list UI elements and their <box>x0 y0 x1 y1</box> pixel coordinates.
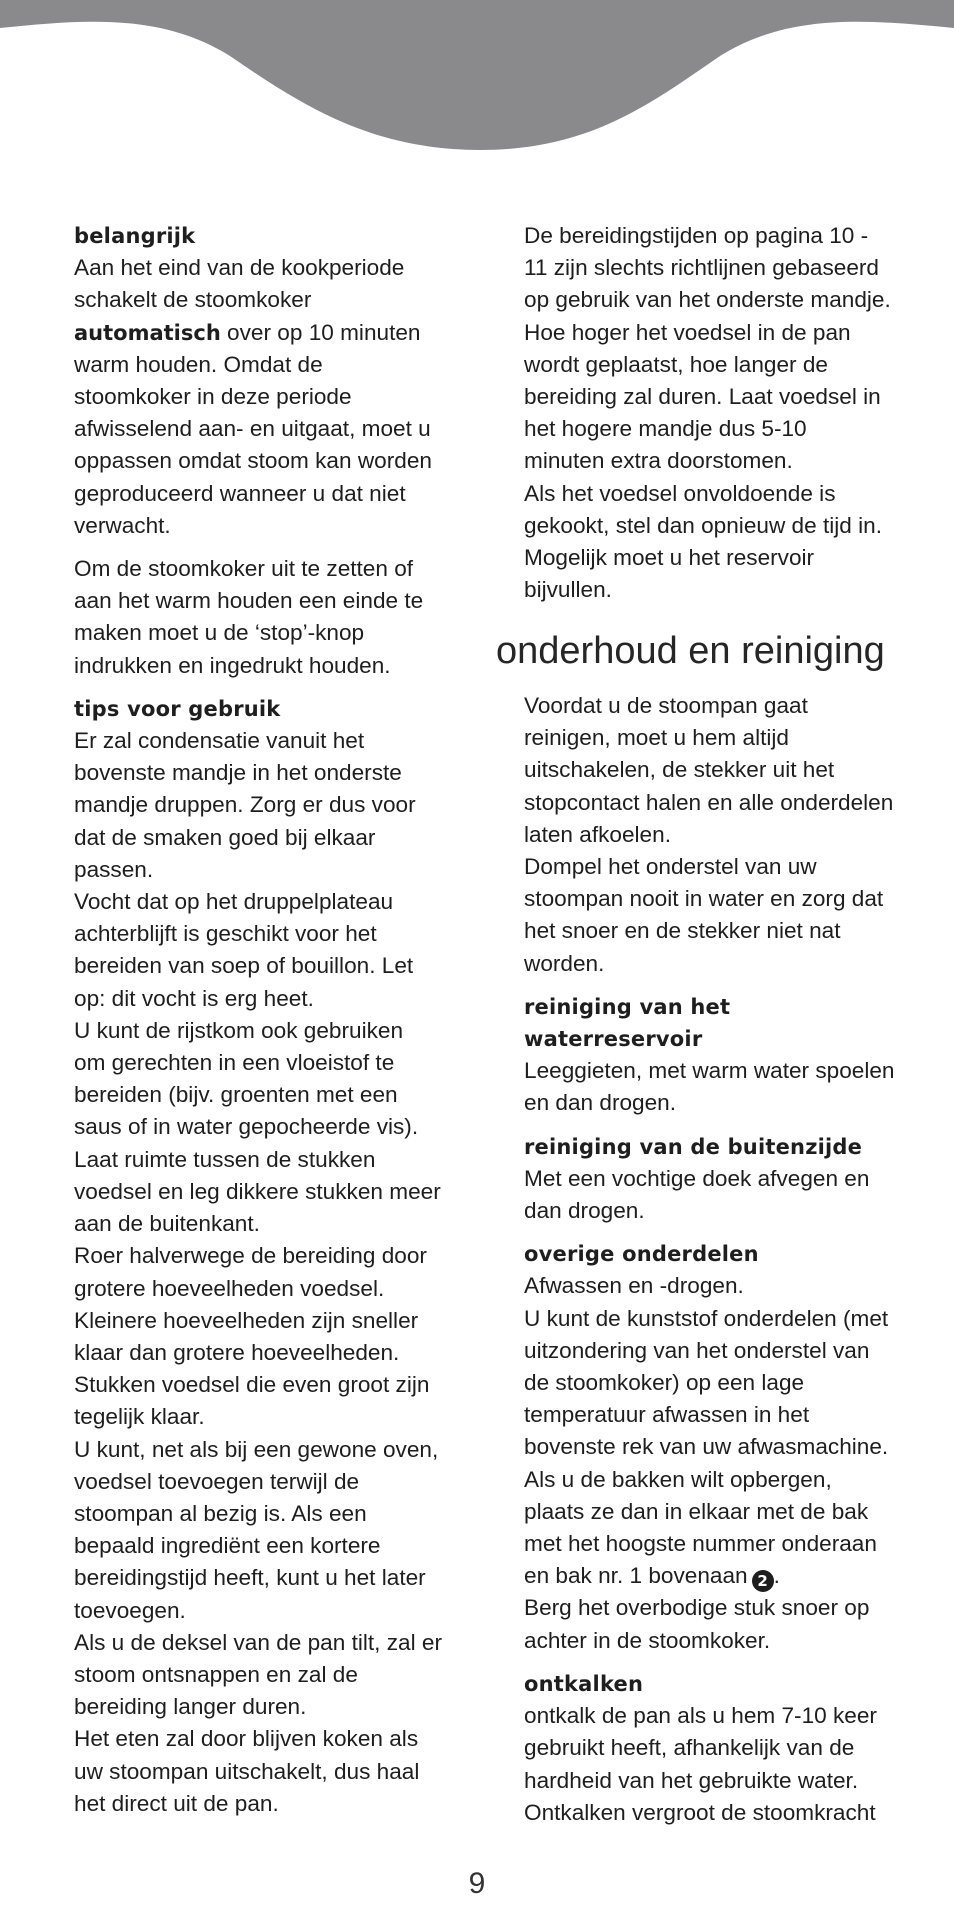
text-line: wordt geplaatst, hoe langer de <box>524 351 828 377</box>
bold-automatisch: automatisch <box>74 320 221 345</box>
text-line: en dan drogen. <box>524 1090 677 1116</box>
heading-exterior: reiniging van de buitenzijde <box>524 1134 863 1159</box>
text-line: Het eten zal door blijven koken als <box>74 1726 419 1752</box>
text-line: minuten extra doorstomen. <box>524 448 793 474</box>
text-line: bereiden (bijv. groenten met een <box>74 1082 398 1108</box>
text-line: gekookt, stel dan opnieuw de tijd in. <box>524 512 882 538</box>
text-line <box>74 317 474 349</box>
text-line: Als u de deksel van de pan tilt, zal er <box>74 1629 442 1655</box>
text-line: voedsel en leg dikkere stukken meer <box>74 1178 441 1204</box>
heading-reservoir-2: waterreservoir <box>524 1027 703 1052</box>
text-line: Ontkalken vergroot de stoomkracht <box>524 1799 876 1825</box>
text-line: U kunt de kunststof onderdelen (met <box>524 1305 889 1331</box>
text-line: met het hoogste nummer onderaan <box>524 1531 877 1557</box>
text-line: bereidingstijd heeft, kunt u het later <box>74 1565 426 1591</box>
text-line: bereiden van soep of bouillon. Let <box>74 953 414 979</box>
text-line: laten afkoelen. <box>524 821 671 847</box>
text-line: worden. <box>524 950 605 976</box>
heading-other-parts: overige onderdelen <box>524 1242 759 1267</box>
other-parts-section <box>524 1238 934 1657</box>
text-line: stopcontact halen en alle onderdelen <box>524 789 894 815</box>
text-line: verwacht. <box>74 512 171 538</box>
text-line-with-badge <box>524 1560 934 1592</box>
text-line: Vocht dat op het druppelplateau <box>74 889 394 915</box>
page-number: 9 <box>468 1867 486 1900</box>
text-fragment: . <box>773 1563 780 1589</box>
text-fragment: over op 10 minuten <box>220 319 421 345</box>
text-line: bereiding langer duren. <box>74 1694 307 1720</box>
important-note <box>74 220 474 542</box>
text-line: Berg het overbodige stuk snoer op <box>524 1595 870 1621</box>
text-line: tegelijk klaar. <box>74 1404 205 1430</box>
figure-number-badge: 2 <box>752 1570 774 1592</box>
text-line: schakelt de stoomkoker <box>74 287 312 313</box>
text-line: uw stoompan uitschakelt, dus haal <box>74 1758 420 1784</box>
text-line: U kunt de rijstkom ook gebruiken <box>74 1017 404 1043</box>
timing-paragraph <box>524 220 924 606</box>
reservoir-section <box>524 991 934 1120</box>
text-line: hardheid van het gebruikte water. <box>524 1767 859 1793</box>
text-line: Om de stoomkoker uit te zetten of <box>74 556 414 582</box>
text-line: plaats ze dan in elkaar met de bak <box>524 1498 869 1524</box>
text-line: U kunt, net als bij een gewone oven, <box>74 1436 439 1462</box>
text-fragment: en bak nr. 1 bovenaan <box>524 1563 748 1589</box>
text-line: op: dit vocht is erg heet. <box>74 985 314 1011</box>
text-line: Hoe hoger het voedsel in de pan <box>524 319 851 345</box>
text-line: dan drogen. <box>524 1198 645 1224</box>
text-line: indrukken en ingedrukt houden. <box>74 652 391 678</box>
text-line: mandje druppen. Zorg er dus voor <box>74 792 416 818</box>
text-line: aan het warm houden een einde te <box>74 588 424 614</box>
text-line: bovenste mandje in het onderste <box>74 760 402 786</box>
text-line: de stoomkoker) op een lage <box>524 1370 805 1396</box>
exterior-section <box>524 1131 934 1228</box>
text-line: aan de buitenkant. <box>74 1211 260 1237</box>
text-line: Dompel het onderstel van uw <box>524 854 817 880</box>
right-column-top <box>524 220 924 617</box>
text-line: passen. <box>74 856 154 882</box>
heading-belangrijk: belangrijk <box>74 224 196 248</box>
text-line: uitschakelen, de stekker uit het <box>524 757 835 783</box>
text-line: uitzondering van het onderstel van <box>524 1337 870 1363</box>
text-line: om gerechten in een vloeistof te <box>74 1050 395 1076</box>
text-line: 11 zijn slechts richtlijnen gebaseerd <box>524 255 880 281</box>
tips-section <box>74 693 474 1820</box>
text-line: achter in de stoomkoker. <box>524 1627 771 1653</box>
left-column <box>74 220 474 1831</box>
text-line: oppassen omdat stoom kan worden <box>74 448 432 474</box>
text-line: afwisselend aan- en uitgaat, moet u <box>74 416 431 442</box>
text-line: Leeggieten, met warm water spoelen <box>524 1058 895 1084</box>
text-line: dat de smaken goed bij elkaar <box>74 824 376 850</box>
text-line: voedsel toevoegen terwijl de <box>74 1468 360 1494</box>
text-line: Er zal condensatie vanuit het <box>74 728 365 754</box>
text-line: stoompan nooit in water en zorg dat <box>524 886 884 912</box>
text-line: Afwassen en -drogen. <box>524 1273 744 1299</box>
text-line: Voordat u de stoompan gaat <box>524 693 808 718</box>
text-line: Als het voedsel onvoldoende is <box>524 480 836 506</box>
text-line: maken moet u de ‘stop’-knop <box>74 620 365 646</box>
text-line: Met een vochtige doek afvegen en <box>524 1165 870 1191</box>
maintenance-intro <box>524 690 934 980</box>
text-line: Mogelijk moet u het reservoir <box>524 545 815 571</box>
right-column-bottom <box>524 690 934 1840</box>
text-line: klaar dan grotere hoeveelheden. <box>74 1339 400 1365</box>
text-line: temperatuur afwassen in het <box>524 1402 810 1428</box>
text-line: gebruikt heeft, afhankelijk van de <box>524 1735 855 1761</box>
section-title: onderhoud en reiniging <box>496 630 885 672</box>
text-line: het hogere mandje dus 5-10 <box>524 416 807 442</box>
text-line: toevoegen. <box>74 1597 186 1623</box>
text-line: Kleinere hoeveelheden zijn sneller <box>74 1307 419 1333</box>
text-line: stoomkoker in deze periode <box>74 384 352 410</box>
text-line: bovenste rek van uw afwasmachine. <box>524 1434 889 1460</box>
heading-reservoir-1: reiniging van het <box>524 994 731 1019</box>
text-line: ontkalk de pan als u hem 7-10 keer <box>524 1703 877 1729</box>
text-line: op gebruik van het onderste mandje. <box>524 287 891 313</box>
text-line: het direct uit de pan. <box>74 1790 279 1816</box>
text-line: saus of in water gepocheerde vis). <box>74 1114 419 1140</box>
text-line: bereiding zal duren. Laat voedsel in <box>524 384 881 410</box>
heading-tips: tips voor gebruik <box>74 696 281 721</box>
text-line: Roer halverwege de bereiding door <box>74 1243 427 1269</box>
text-line: stoompan al bezig is. Als een <box>74 1500 367 1526</box>
text-line: warm houden. Omdat de <box>74 351 323 377</box>
header-wave <box>0 0 954 160</box>
text-line: Stukken voedsel die even groot zijn <box>74 1372 430 1398</box>
text-line: Laat ruimte tussen de stukken <box>74 1146 376 1172</box>
text-line: grotere hoeveelheden voedsel. <box>74 1275 385 1301</box>
stop-paragraph <box>74 553 474 682</box>
text-line: het snoer en de stekker niet nat <box>524 918 841 944</box>
heading-descaling: ontkalken <box>524 1671 644 1696</box>
text-line: achterblijft is geschikt voor het <box>74 921 377 947</box>
text-line: Aan het eind van de kookperiode <box>74 255 405 281</box>
text-line: stoom ontsnappen en zal de <box>74 1661 358 1687</box>
text-line: reinigen, moet u hem altijd <box>524 725 789 751</box>
text-line: bepaald ingrediënt een kortere <box>74 1533 381 1559</box>
text-line: bijvullen. <box>524 577 612 603</box>
text-line: geproduceerd wanneer u dat niet <box>74 480 406 506</box>
text-line: Als u de bakken wilt opbergen, <box>524 1466 832 1492</box>
descaling-section <box>524 1668 934 1829</box>
text-line: De bereidingstijden op pagina 10 - <box>524 223 869 248</box>
